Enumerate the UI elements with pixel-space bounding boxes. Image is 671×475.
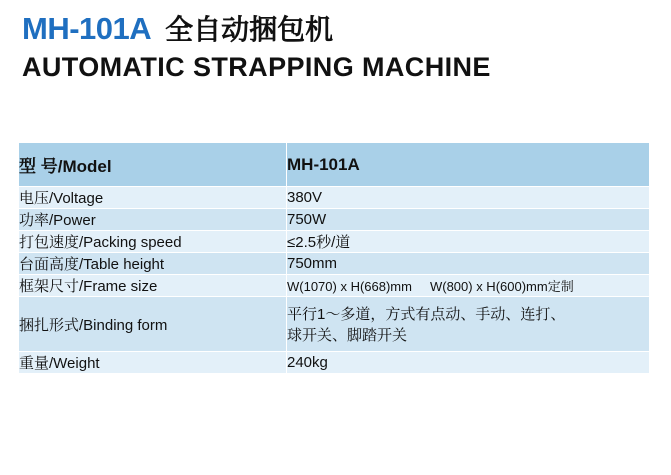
row-label-frame-size: 框架尺寸/Frame size [19,275,287,297]
table-row [19,352,650,374]
title-line [22,12,671,46]
row-label-table-height: 台面高度/Table height [19,253,287,275]
frame-size-custom: W(800) x H(600)mm定制 [429,279,574,294]
binding-form-line1: 平行1～多道，方式有点动、手动、连打、 [287,306,566,323]
table-row [19,209,650,231]
table-row [19,297,650,352]
row-label-voltage: 电压/Voltage [19,187,287,209]
binding-form-line2: 球开关、脚踏开关 [287,327,408,344]
row-value-power: 750W [287,209,650,231]
table-header-label: 型 号/Model [19,143,287,187]
row-value-weight: 240kg [287,352,650,374]
table-row [19,231,650,253]
title-chinese: 全自动捆包机 [165,14,334,45]
table-row [19,187,650,209]
page-header [0,0,671,83]
row-label-packing-speed: 打包速度/Packing speed [19,231,287,253]
table-row [19,275,650,297]
table-row [19,253,650,275]
model-code: MH-101A [22,11,152,46]
row-value-table-height: 750mm [287,253,650,275]
table-header-value: MH-101A [287,143,650,187]
specification-table [18,142,650,374]
title-english: AUTOMATIC STRAPPING MACHINE [22,52,491,83]
table-header-row [19,143,650,187]
row-value-packing-speed: ≤2.5秒/道 [287,231,650,253]
row-value-frame-size [287,275,650,297]
row-value-voltage: 380V [287,187,650,209]
row-label-power: 功率/Power [19,209,287,231]
row-label-binding-form: 捆扎形式/Binding form [19,297,287,352]
row-label-weight: 重量/Weight [19,352,287,374]
frame-size-standard: W(1070) x H(668)mm [287,279,412,294]
row-value-binding-form [287,297,650,352]
